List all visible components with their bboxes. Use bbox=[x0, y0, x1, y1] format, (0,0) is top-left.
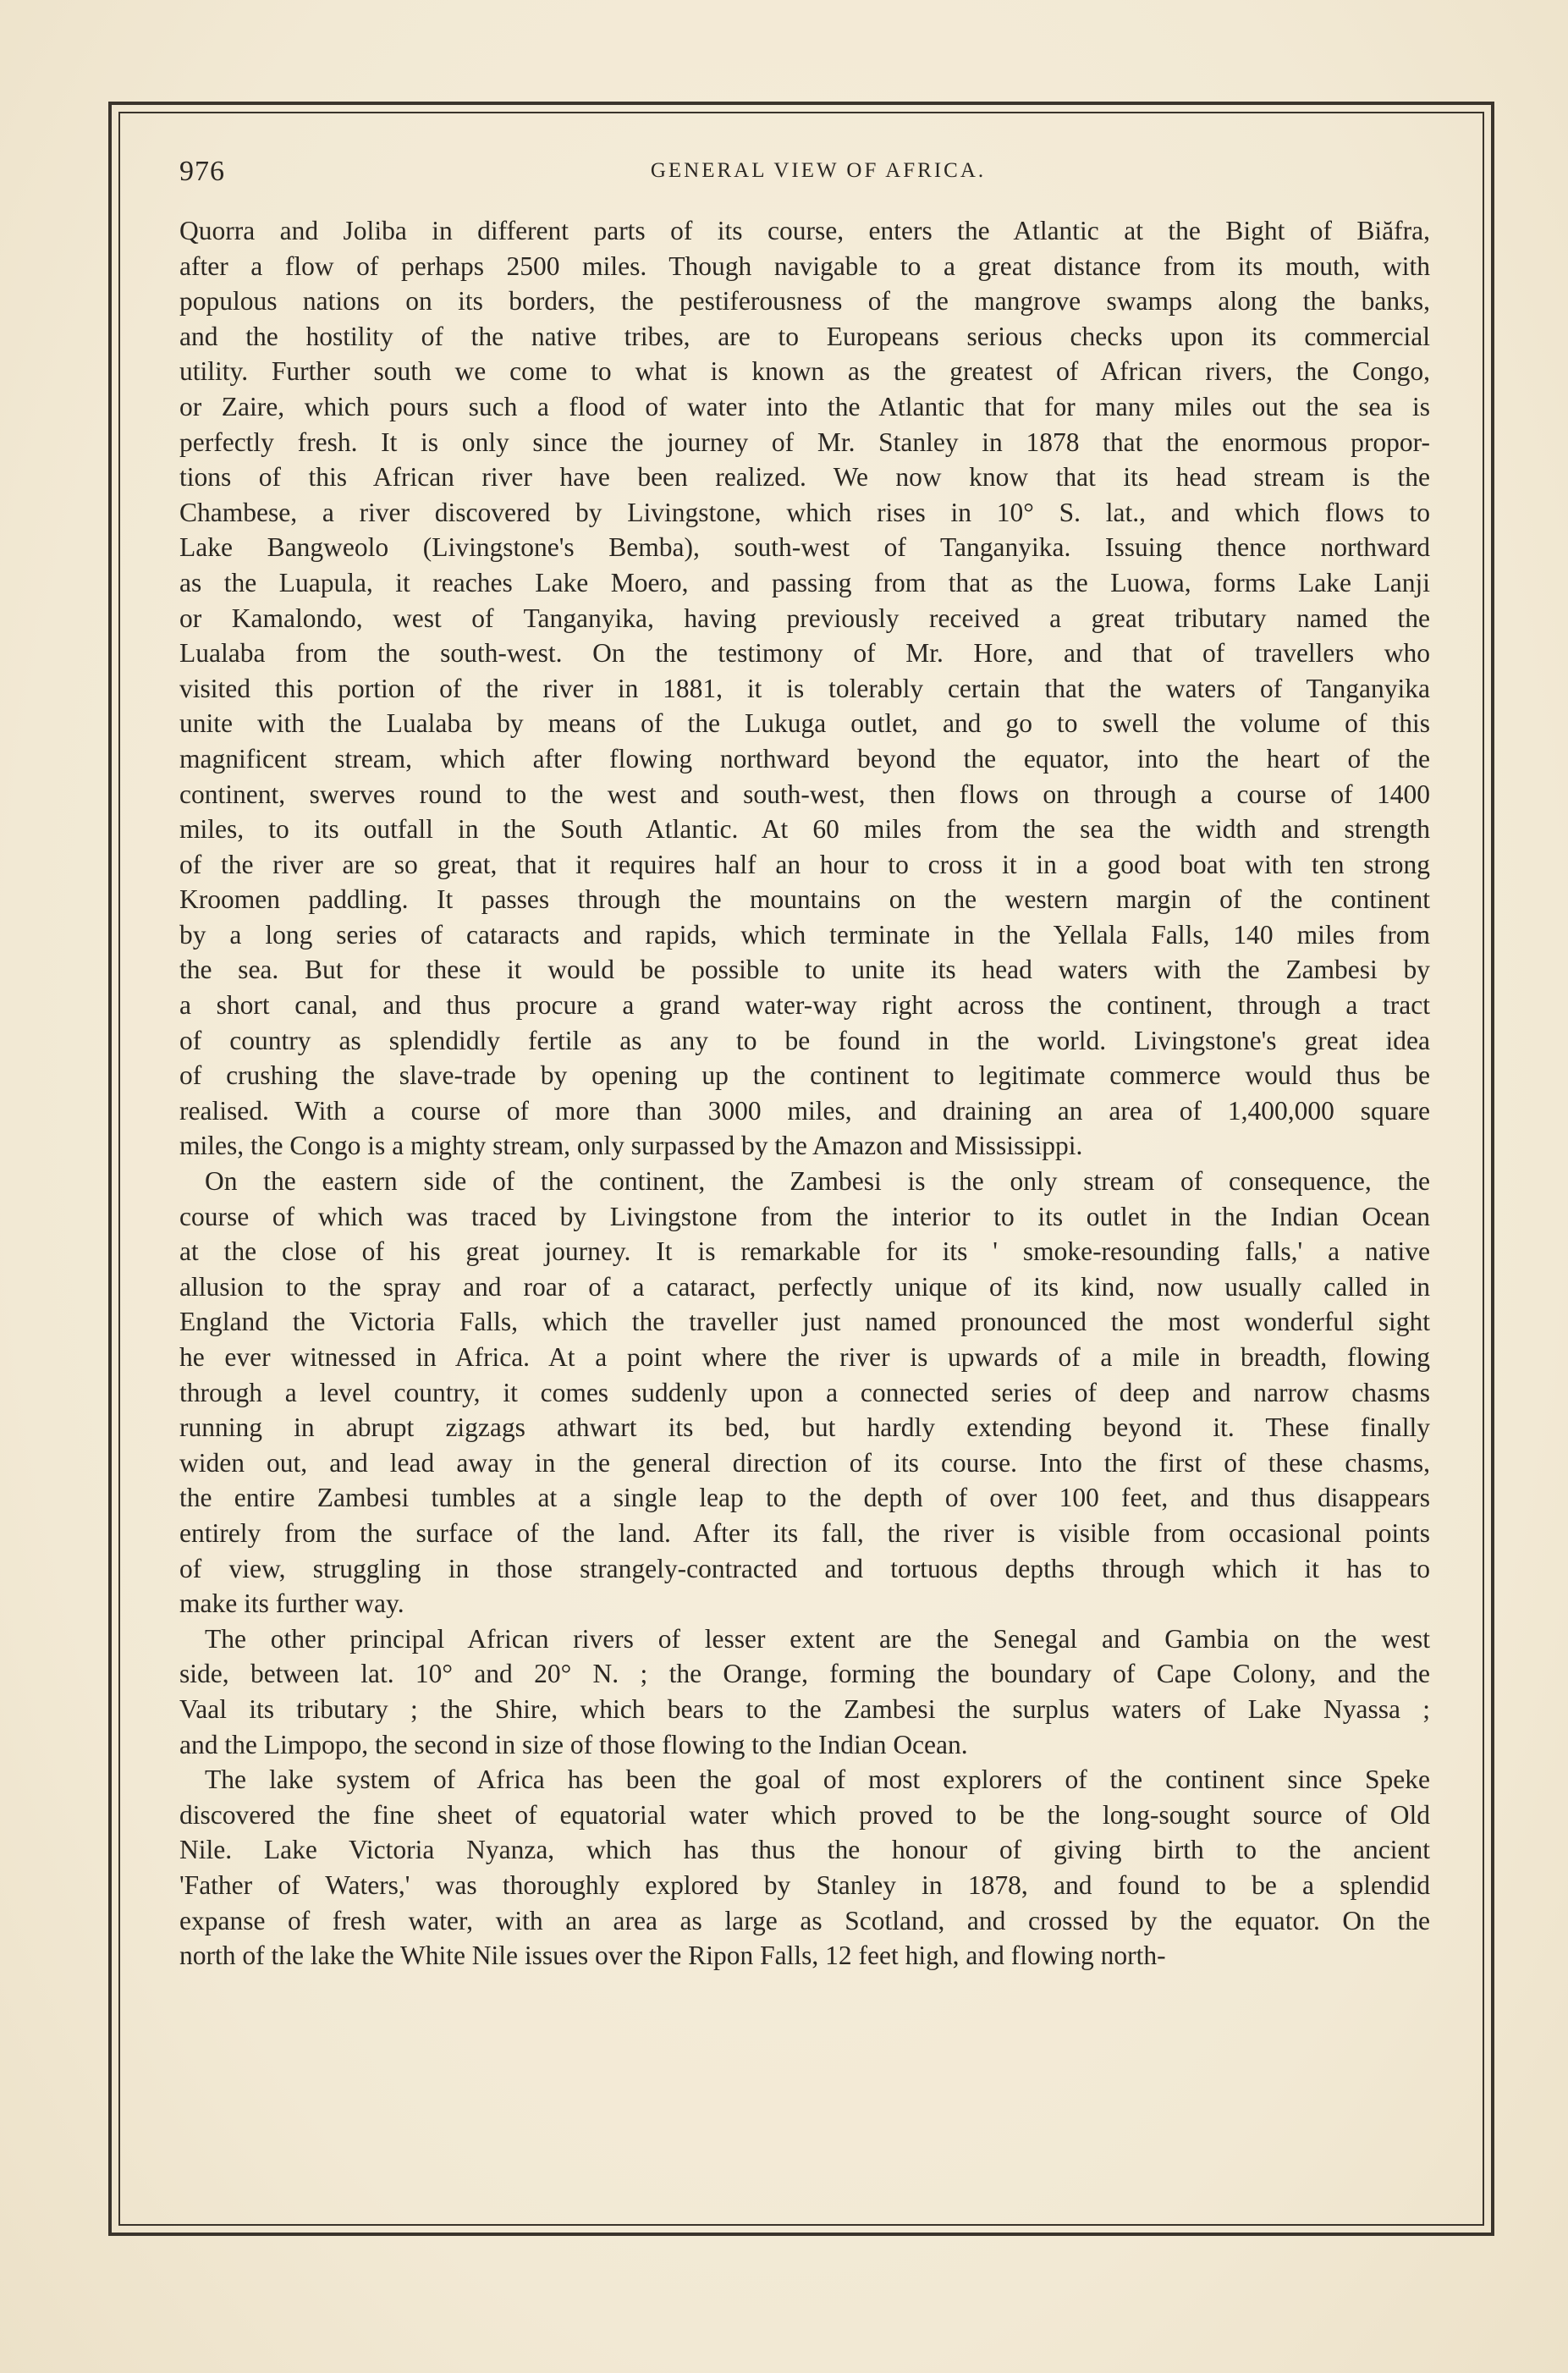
text-line: miles, the Congo is a mighty stream, only surpassed by the Amazon and Mississippi. bbox=[179, 1131, 1083, 1161]
text-line: populous nations on its borders, the pestiferousness of the mangrove swamps along the banks, bbox=[179, 286, 1430, 317]
text-line: course of which was traced by Livingstone from the interior to its outlet in the Indian Ocean bbox=[179, 1201, 1430, 1231]
frame-rule-left-inner bbox=[118, 112, 120, 2226]
text-line: visited this portion of the river in 1881, it is tolerably certain that the waters of Tanganyika bbox=[179, 673, 1430, 703]
text-line: through a level country, it comes suddenly upon a connected series of deep and narrow chasms bbox=[179, 1377, 1430, 1407]
frame-rule-right-inner bbox=[1483, 112, 1484, 2226]
text-line: Chambese, a river discovered by Livingstone, which rises in 10° S. lat., and which flows to bbox=[179, 497, 1430, 527]
frame-rule-bottom-inner bbox=[118, 2224, 1484, 2226]
text-line: widen out, and lead away in the general direction of its course. Into the first of these chasms, bbox=[179, 1447, 1430, 1478]
text-line: of country as splendidly fertile as any to be found in the world. Livingstone's great idea bbox=[179, 1025, 1430, 1055]
text-line: of view, struggling in those strangely-contracted and tortuous depths through which it has to bbox=[179, 1553, 1430, 1583]
text-line: The other principal African rivers of lesser extent are the Senegal and Gambia on the west bbox=[205, 1623, 1430, 1654]
text-line: Vaal its tributary ; the Shire, which bears to the Zambesi the surplus waters of Lake Nyassa ; bbox=[179, 1693, 1430, 1724]
text-line: of the river are so great, that it requires half an hour to cross it in a good boat with ten strong bbox=[179, 849, 1430, 879]
text-line: allusion to the spray and roar of a cataract, perfectly unique of its kind, now usually called in bbox=[179, 1271, 1430, 1302]
text-line: England the Victoria Falls, which the traveller just named pronounced the most wonderful sight bbox=[179, 1307, 1430, 1337]
text-line: Quorra and Joliba in different parts of its course, enters the Atlantic at the Bight of Biăfra, bbox=[179, 216, 1430, 245]
text-line: utility. Further south we come to what is known as the greatest of African rivers, the Congo, bbox=[179, 356, 1430, 387]
text-line: Kroomen paddling. It passes through the mountains on the western margin of the continent bbox=[179, 884, 1430, 915]
text-line: Nile. Lake Victoria Nyanza, which has thus the honour of giving birth to the ancient bbox=[179, 1835, 1430, 1865]
text-line: Lualaba from the south-west. On the testimony of Mr. Hore, and that of travellers who bbox=[179, 638, 1430, 669]
text-line: Lake Bangweolo (Livingstone's Bemba), south-west of Tanganyika. Issuing thence northward bbox=[179, 532, 1430, 563]
text-line: On the eastern side of the continent, the Zambesi is the only stream of consequence, the bbox=[205, 1166, 1430, 1197]
text-line: The lake system of Africa has been the goal of most explorers of the continent since Speke bbox=[205, 1765, 1430, 1795]
frame-rule-bottom-outer bbox=[108, 2233, 1493, 2236]
text-line: north of the lake the White Nile issues over the Ripon Falls, 12 feet high, and flowing north- bbox=[179, 1941, 1166, 1971]
text-line: unite with the Lualaba by means of the Lukuga outlet, and go to swell the volume of this bbox=[179, 708, 1430, 739]
text-line: perfectly fresh. It is only since the journey of Mr. Stanley in 1878 that the enormous propor- bbox=[179, 427, 1430, 457]
text-line: at the close of his great journey. It is remarkable for its ' smoke-resounding falls,' a native bbox=[179, 1236, 1430, 1267]
text-line: as the Luapula, it reaches Lake Moero, and passing from that as the Luowa, forms Lake Lanji bbox=[179, 567, 1430, 597]
text-line: or Kamalondo, west of Tanganyika, having previously received a great tributary named the bbox=[179, 603, 1430, 633]
text-line: realised. With a course of more than 3000 miles, and draining an area of 1,400,000 square bbox=[179, 1095, 1430, 1126]
text-line: the sea. But for these it would be possible to unite its head waters with the Zambesi by bbox=[179, 955, 1430, 985]
text-line: and the Limpopo, the second in size of those flowing to the Indian Ocean. bbox=[179, 1729, 968, 1759]
text-line: and the hostility of the native tribes, are to Europeans serious checks upon its commercial bbox=[179, 321, 1430, 351]
text-line: side, between lat. 10° and 20° N. ; the Orange, forming the boundary of Cape Colony, and the bbox=[179, 1659, 1430, 1689]
text-line: expanse of fresh water, with an area as large as Scotland, and crossed by the equator. On the bbox=[179, 1905, 1430, 1935]
frame-rule-right-outer bbox=[1491, 102, 1494, 2236]
body-text bbox=[179, 213, 1430, 1974]
text-line: magnificent stream, which after flowing northward beyond the equator, into the heart of the bbox=[179, 743, 1430, 774]
text-line: entirely from the surface of the land. After its fall, the river is visible from occasional points bbox=[179, 1517, 1430, 1548]
paragraph bbox=[179, 1164, 1430, 1621]
text-line: the entire Zambesi tumbles at a single leap to the depth of over 100 feet, and thus disappears bbox=[179, 1483, 1430, 1513]
text-line: after a flow of perhaps 2500 miles. Though navigable to a great distance from its mouth, with bbox=[179, 251, 1430, 281]
frame-rule-top-inner bbox=[118, 112, 1484, 113]
frame-rule-top-outer bbox=[108, 102, 1493, 105]
page-number: 976 bbox=[179, 156, 225, 187]
text-line: he ever witnessed in Africa. At a point where the river is upwards of a mile in breadth, flowing bbox=[179, 1342, 1430, 1372]
paragraph bbox=[179, 213, 1430, 1164]
text-line: by a long series of cataracts and rapids, which terminate in the Yellala Falls, 140 miles from bbox=[179, 919, 1430, 950]
paragraph bbox=[179, 1762, 1430, 1974]
frame-rule-left-outer bbox=[108, 102, 112, 2236]
running-title: GENERAL VIEW OF AFRICA. bbox=[650, 159, 987, 182]
text-line: of crushing the slave-trade by opening up the continent to legitimate commerce would thus be bbox=[179, 1060, 1430, 1091]
text-line: discovered the fine sheet of equatorial water which proved to be the long-sought source of Old bbox=[179, 1799, 1430, 1830]
text-line: continent, swerves round to the west and south-west, then flows on through a course of 1400 bbox=[179, 779, 1430, 809]
paragraph bbox=[179, 1621, 1430, 1762]
running-head bbox=[179, 156, 1457, 190]
text-line: make its further way. bbox=[179, 1588, 404, 1619]
text-line: running in abrupt zigzags athwart its bed, but hardly extending beyond it. These finally bbox=[179, 1412, 1430, 1443]
text-line: miles, to its outfall in the South Atlantic. At 60 miles from the sea the width and strength bbox=[179, 814, 1430, 845]
text-line: tions of this African river have been realized. We now know that its head stream is the bbox=[179, 462, 1430, 493]
text-line: a short canal, and thus procure a grand water-way right across the continent, through a tract bbox=[179, 990, 1430, 1021]
text-line: or Zaire, which pours such a flood of water into the Atlantic that for many miles out the sea is bbox=[179, 391, 1430, 421]
text-line: 'Father of Waters,' was thoroughly explored by Stanley in 1878, and found to be a splendid bbox=[179, 1869, 1430, 1900]
